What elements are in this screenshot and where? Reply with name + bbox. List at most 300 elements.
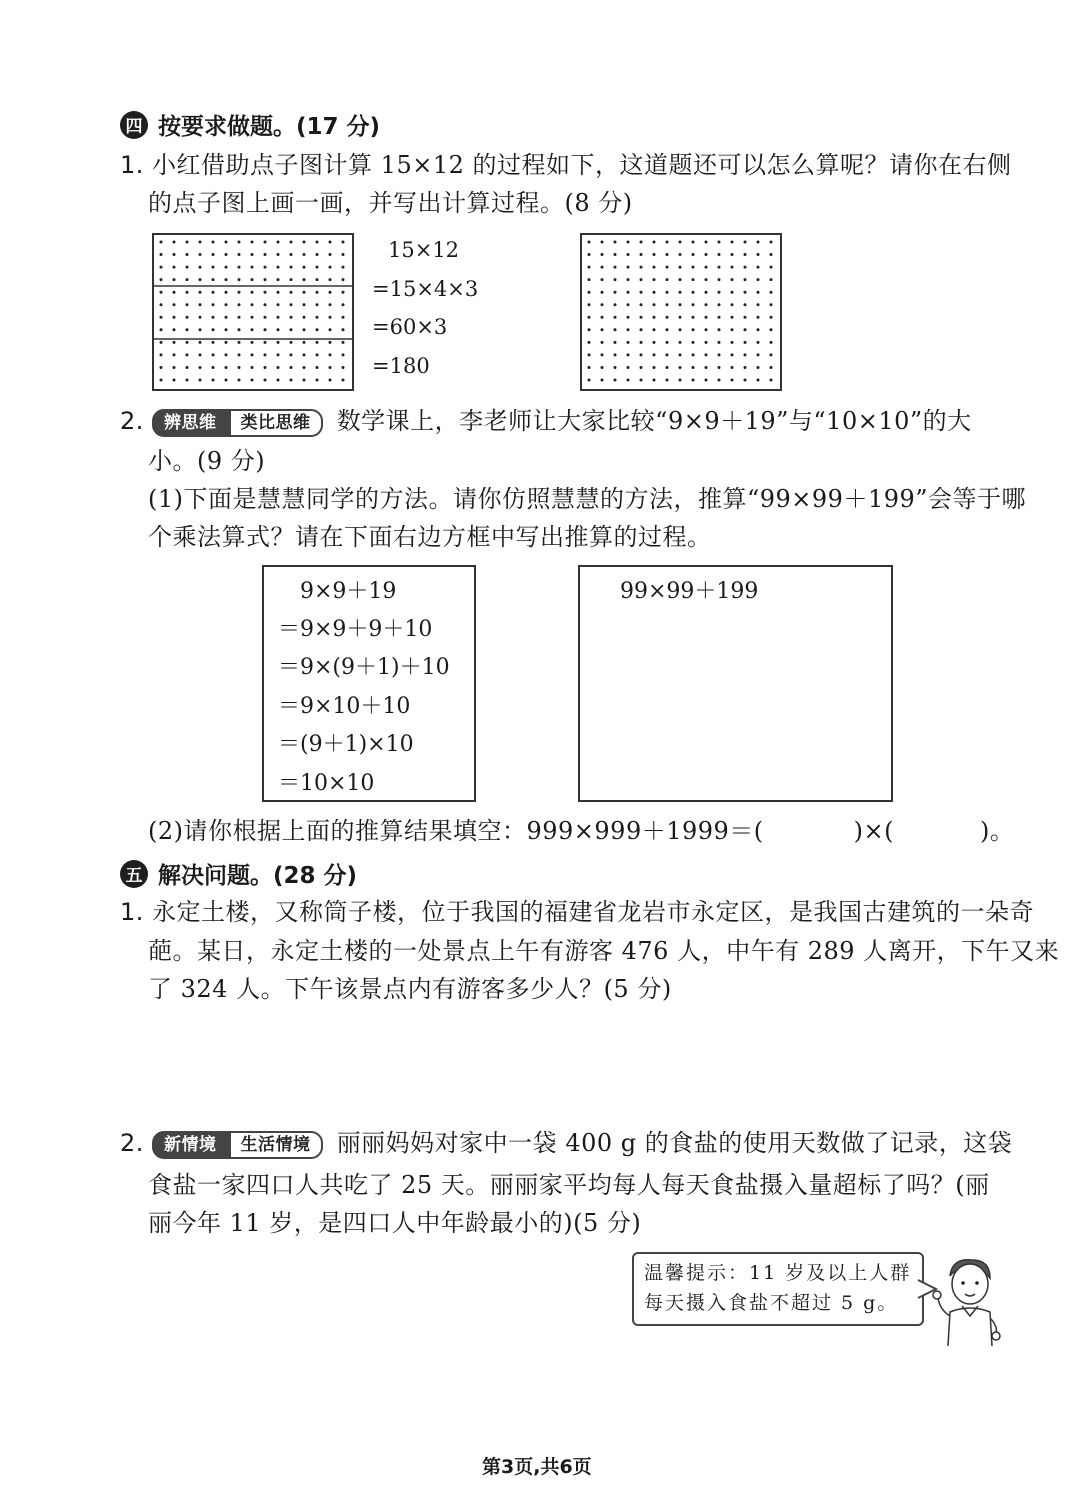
example-step-6: ＝10×10 <box>278 771 375 796</box>
grid-dot <box>614 278 617 281</box>
grid-dot <box>251 379 254 382</box>
grid-dot <box>186 278 189 281</box>
grid-dot <box>770 353 773 356</box>
grid-dot <box>757 366 760 369</box>
badge-analogy: 类比思维 <box>229 409 323 437</box>
grid-dot <box>264 253 267 256</box>
grid-dot <box>731 366 734 369</box>
grid-dot <box>627 316 630 319</box>
calc-line-4: =180 <box>372 354 430 378</box>
grid-dot <box>160 241 163 244</box>
grid-dot <box>212 291 215 294</box>
grid-dot <box>757 266 760 269</box>
grid-dot <box>316 328 319 331</box>
grid-dot <box>640 278 643 281</box>
grid-dot <box>705 328 708 331</box>
grid-dot <box>316 366 319 369</box>
grid-dot <box>342 316 345 319</box>
grid-dot <box>199 291 202 294</box>
grid-dot <box>316 291 319 294</box>
grid-dot <box>199 353 202 356</box>
grid-dot <box>199 341 202 344</box>
s5-q2-number: 2. <box>120 1129 144 1157</box>
s4-q2-part1-line1: (1)下面是慧慧同学的方法。请你仿照慧慧的方法，推算“99×99＋199”会等于哪 <box>148 485 1027 513</box>
left-dot-grid-dots <box>160 241 345 382</box>
grid-dot <box>653 328 656 331</box>
s4-q2-number: 2. <box>120 407 144 435</box>
grid-dot <box>666 291 669 294</box>
grid-dot <box>290 341 293 344</box>
grid-dot <box>238 241 241 244</box>
section-5-number: 五 <box>120 860 148 888</box>
grid-dot <box>238 353 241 356</box>
grid-dot <box>627 291 630 294</box>
grid-dot <box>342 278 345 281</box>
grid-dot <box>588 266 591 269</box>
grid-dot <box>238 303 241 306</box>
grid-dot <box>264 341 267 344</box>
grid-dot <box>251 353 254 356</box>
grid-dot <box>614 328 617 331</box>
grid-dot <box>303 278 306 281</box>
s4-q2-text1: 数学课上，李老师让大家比较“9×9＋19”与“10×10”的大 <box>336 407 972 435</box>
grid-dot <box>199 303 202 306</box>
grid-dot <box>692 266 695 269</box>
grid-dot <box>264 316 267 319</box>
s5-q1-line3: 了 324 人。下午该景点内有游客多少人？(5 分) <box>148 975 672 1003</box>
grid-dot <box>679 278 682 281</box>
grid-dot <box>290 328 293 331</box>
grid-dot <box>238 366 241 369</box>
grid-dot <box>653 291 656 294</box>
grid-dot <box>277 241 280 244</box>
grid-dot <box>186 366 189 369</box>
grid-dot <box>160 341 163 344</box>
grid-dot <box>705 341 708 344</box>
grid-dot <box>718 379 721 382</box>
grid-dot <box>757 253 760 256</box>
grid-dot <box>264 303 267 306</box>
grid-dot <box>173 379 176 382</box>
grid-dot <box>264 278 267 281</box>
grid-dot <box>679 316 682 319</box>
grid-dot <box>212 353 215 356</box>
grid-dot <box>303 241 306 244</box>
grid-dot <box>303 291 306 294</box>
grid-dot <box>303 328 306 331</box>
grid-dot <box>264 328 267 331</box>
s4-q2-part2 <box>148 814 1014 848</box>
grid-dot <box>212 341 215 344</box>
grid-dot <box>679 328 682 331</box>
grid-dot <box>744 278 747 281</box>
grid-dot <box>251 366 254 369</box>
grid-dot <box>718 241 721 244</box>
grid-dot <box>601 253 604 256</box>
grid-dot <box>277 291 280 294</box>
tip-line-1: 温馨提示：11 岁及以上人群 <box>644 1262 912 1284</box>
grid-dot <box>342 379 345 382</box>
grid-dot <box>757 328 760 331</box>
grid-dot <box>329 291 332 294</box>
grid-dot <box>173 303 176 306</box>
grid-dot <box>160 278 163 281</box>
grid-dot <box>329 328 332 331</box>
grid-dot <box>666 366 669 369</box>
grid-dot <box>199 316 202 319</box>
grid-dot <box>770 328 773 331</box>
calc-line-2: =15×4×3 <box>372 277 479 301</box>
grid-dot <box>290 278 293 281</box>
grid-dot <box>251 278 254 281</box>
grid-dot <box>588 366 591 369</box>
grid-dot <box>744 291 747 294</box>
grid-dot <box>653 266 656 269</box>
section-4-heading <box>120 108 380 141</box>
grid-dot <box>264 366 267 369</box>
grid-dot <box>238 291 241 294</box>
grid-dot <box>692 366 695 369</box>
grid-dot <box>238 341 241 344</box>
grid-dot <box>614 253 617 256</box>
grid-dot <box>744 328 747 331</box>
grid-dot <box>342 266 345 269</box>
grid-dot <box>186 266 189 269</box>
grid-dot <box>277 316 280 319</box>
grid-dot <box>666 266 669 269</box>
grid-dot <box>679 366 682 369</box>
grid-dot <box>770 253 773 256</box>
example-step-2: ＝9×9＋9＋10 <box>278 617 433 642</box>
grid-dot <box>303 366 306 369</box>
grid-dot <box>614 266 617 269</box>
grid-dot <box>264 291 267 294</box>
grid-dot <box>653 379 656 382</box>
grid-dot <box>718 278 721 281</box>
grid-dot <box>225 353 228 356</box>
grid-dot <box>173 278 176 281</box>
grid-dot <box>173 353 176 356</box>
grid-dot <box>303 303 306 306</box>
grid-dot <box>342 328 345 331</box>
grid-dot <box>588 278 591 281</box>
grid-dot <box>731 316 734 319</box>
grid-dot <box>692 341 695 344</box>
grid-dot <box>601 366 604 369</box>
grid-dot <box>225 341 228 344</box>
grid-dot <box>705 366 708 369</box>
grid-dot <box>614 353 617 356</box>
grid-dot <box>744 379 747 382</box>
s5-q2-line2: 食盐一家四口人共吃了 25 天。丽丽家平均每人每天食盐摄入量超标了吗？(丽 <box>148 1171 990 1199</box>
grid-dot <box>718 303 721 306</box>
calc-line-1: 15×12 <box>388 238 460 262</box>
grid-dot <box>290 353 293 356</box>
grid-dot <box>329 303 332 306</box>
grid-dot <box>640 266 643 269</box>
grid-dot <box>679 353 682 356</box>
grid-dot <box>640 241 643 244</box>
s4-q1-line2: 的点子图上画一画，并写出计算过程。(8 分) <box>148 189 633 217</box>
grid-dot <box>264 353 267 356</box>
grid-dot <box>173 291 176 294</box>
example-step-1: 9×9＋19 <box>300 579 397 604</box>
grid-dot <box>212 366 215 369</box>
grid-dot <box>770 341 773 344</box>
grid-dot <box>277 353 280 356</box>
grid-dot <box>653 278 656 281</box>
s4-q1-number: 1. <box>120 151 144 179</box>
grid-dot <box>277 303 280 306</box>
grid-dot <box>290 241 293 244</box>
grid-dot <box>731 241 734 244</box>
grid-dot <box>653 353 656 356</box>
grid-dot <box>692 291 695 294</box>
grid-dot <box>640 366 643 369</box>
grid-dot <box>329 266 332 269</box>
grid-dot <box>212 303 215 306</box>
grid-dot <box>757 303 760 306</box>
grid-dot <box>342 241 345 244</box>
grid-dot <box>679 253 682 256</box>
grid-dot <box>316 278 319 281</box>
grid-dot <box>212 278 215 281</box>
grid-dot <box>640 341 643 344</box>
grid-dot <box>160 328 163 331</box>
grid-dot <box>277 278 280 281</box>
grid-dot <box>225 303 228 306</box>
s5-q2-text1: 丽丽妈妈对家中一袋 400 g 的食盐的使用天数做了记录，这袋 <box>336 1129 1013 1157</box>
grid-dot <box>705 266 708 269</box>
grid-dot <box>588 303 591 306</box>
grid-dot <box>731 328 734 331</box>
grid-dot <box>705 241 708 244</box>
grid-dot <box>186 303 189 306</box>
page-footer: 第3页,共6页 <box>482 1456 592 1478</box>
grid-dot <box>692 278 695 281</box>
grid-dot <box>692 353 695 356</box>
grid-dot <box>731 253 734 256</box>
grid-dot <box>757 291 760 294</box>
grid-dot <box>692 303 695 306</box>
grid-dot <box>212 253 215 256</box>
grid-dot <box>186 291 189 294</box>
grid-dot <box>251 341 254 344</box>
s4-q2-line2: 小。(9 分) <box>148 447 266 475</box>
right-dot-grid[interactable] <box>580 233 782 391</box>
grid-dot <box>212 379 215 382</box>
grid-dot <box>316 353 319 356</box>
grid-dot <box>290 303 293 306</box>
grid-dot <box>627 241 630 244</box>
grid-dot <box>329 353 332 356</box>
grid-dot <box>329 253 332 256</box>
badge-life-context: 生活情境 <box>229 1131 323 1159</box>
grid-dot <box>199 278 202 281</box>
grid-dot <box>199 266 202 269</box>
grid-dot <box>718 328 721 331</box>
grid-dot <box>679 291 682 294</box>
grid-dot <box>303 316 306 319</box>
grid-dot <box>627 379 630 382</box>
grid-dot <box>692 253 695 256</box>
grid-dot <box>186 341 189 344</box>
grid-dot <box>653 366 656 369</box>
grid-dot <box>731 266 734 269</box>
section-5-heading <box>120 857 357 890</box>
grid-dot <box>731 341 734 344</box>
grid-dot <box>588 291 591 294</box>
boy-illustration-icon <box>926 1254 1010 1346</box>
example-step-4: ＝9×10＋10 <box>278 694 411 719</box>
s5-q1-line2: 葩。某日，永定土楼的一处景点上午有游客 476 人，中午有 289 人离开，下午又来 <box>148 937 1060 965</box>
grid-dot <box>329 341 332 344</box>
grid-dot <box>757 316 760 319</box>
part2-text-b: )×( <box>853 817 895 845</box>
grid-dot <box>186 253 189 256</box>
grid-dot <box>173 341 176 344</box>
grid-dot <box>744 353 747 356</box>
grid-dot <box>627 266 630 269</box>
grid-dot <box>588 253 591 256</box>
grid-dot <box>303 341 306 344</box>
grid-dot <box>770 379 773 382</box>
grid-dot <box>601 278 604 281</box>
grid-dot <box>666 253 669 256</box>
grid-dot <box>744 303 747 306</box>
grid-dot <box>303 353 306 356</box>
answer-box-start: 99×99＋199 <box>620 579 759 604</box>
grid-dot <box>679 241 682 244</box>
grid-dot <box>225 291 228 294</box>
grid-dot <box>601 341 604 344</box>
grid-dot <box>264 266 267 269</box>
grid-dot <box>588 316 591 319</box>
grid-dot <box>705 379 708 382</box>
grid-dot <box>251 328 254 331</box>
grid-dot <box>342 341 345 344</box>
grid-dot <box>640 353 643 356</box>
grid-dot <box>627 366 630 369</box>
grid-dot <box>225 366 228 369</box>
grid-dot <box>277 266 280 269</box>
grid-dot <box>601 379 604 382</box>
right-dot-grid-dots <box>588 241 773 382</box>
grid-dot <box>614 379 617 382</box>
grid-dot <box>199 379 202 382</box>
grid-dot <box>601 353 604 356</box>
grid-dot <box>160 291 163 294</box>
grid-dot <box>705 303 708 306</box>
grid-dot <box>705 291 708 294</box>
grid-dot <box>601 316 604 319</box>
grid-dot <box>601 303 604 306</box>
grid-dot <box>770 241 773 244</box>
grid-dot <box>303 253 306 256</box>
grid-dot <box>238 278 241 281</box>
grid-dot <box>277 328 280 331</box>
grid-dot <box>666 303 669 306</box>
badge-new-context: 新情境 <box>152 1131 229 1159</box>
grid-dot <box>588 379 591 382</box>
grid-dot <box>212 328 215 331</box>
grid-dot <box>744 241 747 244</box>
grid-dot <box>627 278 630 281</box>
grid-dot <box>757 379 760 382</box>
grid-dot <box>225 316 228 319</box>
grid-dot <box>316 316 319 319</box>
grid-dot <box>316 266 319 269</box>
grid-dot <box>160 353 163 356</box>
grid-dot <box>316 379 319 382</box>
grid-dot <box>627 303 630 306</box>
grid-dot <box>627 253 630 256</box>
grid-dot <box>264 241 267 244</box>
grid-dot <box>329 366 332 369</box>
grid-dot <box>718 316 721 319</box>
grid-dot <box>160 266 163 269</box>
grid-dot <box>160 366 163 369</box>
grid-dot <box>679 266 682 269</box>
grid-dot <box>731 379 734 382</box>
grid-dot <box>329 241 332 244</box>
grid-dot <box>277 366 280 369</box>
grid-dot <box>692 379 695 382</box>
tip-box <box>632 1252 924 1326</box>
grid-dot <box>303 379 306 382</box>
grid-dot <box>731 278 734 281</box>
grid-dot <box>588 328 591 331</box>
s5-q2-badge <box>152 1131 323 1159</box>
grid-dot <box>277 379 280 382</box>
grid-dot <box>225 241 228 244</box>
grid-dot <box>744 341 747 344</box>
grid-dot <box>588 241 591 244</box>
badge-thinking: 辨思维 <box>152 409 229 437</box>
grid-dot <box>640 328 643 331</box>
grid-dot <box>614 291 617 294</box>
grid-dot <box>342 366 345 369</box>
left-dot-grid <box>152 233 354 391</box>
grid-dot <box>770 316 773 319</box>
grid-dot <box>588 341 591 344</box>
grid-dot <box>640 291 643 294</box>
grid-dot <box>225 278 228 281</box>
grid-dot <box>666 278 669 281</box>
grid-dot <box>225 266 228 269</box>
s5-q1-number: 1. <box>120 898 144 926</box>
grid-dot <box>251 266 254 269</box>
grid-dot <box>277 253 280 256</box>
grid-dot <box>160 253 163 256</box>
grid-dot <box>718 291 721 294</box>
grid-dot <box>627 328 630 331</box>
grid-dot <box>186 379 189 382</box>
grid-dot <box>342 303 345 306</box>
grid-dot <box>238 328 241 331</box>
grid-dot <box>614 303 617 306</box>
grid-dot <box>160 303 163 306</box>
example-step-3: ＝9×(9＋1)＋10 <box>278 655 450 680</box>
grid-dot <box>342 353 345 356</box>
grid-dot <box>731 303 734 306</box>
grid-dot <box>329 379 332 382</box>
grid-dot <box>290 266 293 269</box>
grid-dot <box>705 278 708 281</box>
grid-dot <box>601 328 604 331</box>
grid-dot <box>666 353 669 356</box>
grid-dot <box>199 366 202 369</box>
